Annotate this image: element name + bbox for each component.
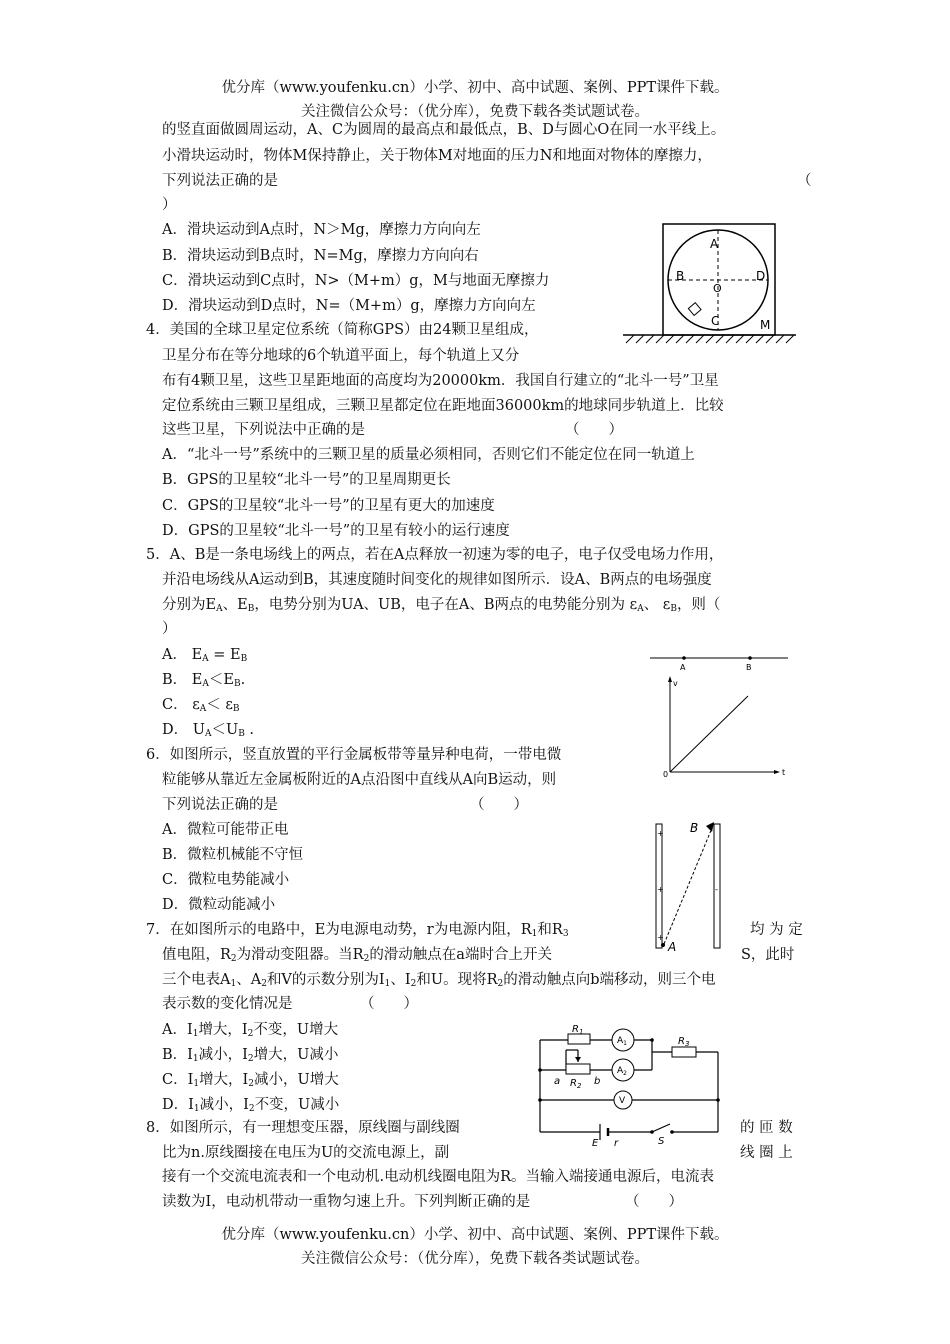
q4-option-a: A．“北斗一号”系统中的三颗卫星的质量必须相同，否则它们不能定位在同一轨道上: [162, 447, 695, 463]
resistor-r3: [672, 1047, 696, 1057]
q6-option-b: B．微粒机械能不守恒: [162, 847, 304, 863]
label-a1: $A_1$: [617, 1036, 627, 1047]
header-line-1: 优分库（www.youfenku.cn）小学、初中、高中试题、案例、PPT课件下载。: [221, 80, 729, 96]
q8-text-2: 比为n.原线圈接在电压为U的交流电源上，副: [162, 1145, 450, 1161]
q4-text-2: 卫星分布在等分地球的6个轨道平面上，每个轨道上又分: [162, 348, 520, 364]
q6-option-c: C．微粒电势能减小: [162, 872, 290, 888]
label-r: r: [614, 1138, 619, 1146]
q8-text-3: 接有一个交流电流表和一个电动机.电动机线圈电阻为R。当输入端接通电源后，电流表: [162, 1169, 715, 1185]
q3-text-1: 的竖直面做圆周运动，A、C为圆周的最高点和最低点，B、D与圆心O在同一水平线上。: [162, 122, 726, 138]
q6-option-a: A．微粒可能带正电: [162, 822, 289, 838]
q4-option-d: D．GPS的卫星较“北斗一号”的卫星有较小的运行速度: [162, 523, 510, 539]
q3-paren-open: （: [797, 173, 812, 189]
label-c: C: [711, 314, 720, 328]
q7-text-1: 7．在如图所示的电路中，E为电源电动势，r为电源内阻，$R_1$和$R_3$: [146, 922, 569, 939]
label-b: B: [746, 663, 752, 672]
label-r1: $R_1$: [572, 1024, 584, 1036]
q7-text-2-end: S，此时: [741, 947, 795, 963]
q6-paren: （ ）: [470, 797, 528, 813]
q3-text-2: 小滑块运动时，物体M保持静止，关于物体M对地面的压力N和地面对物体的摩擦力，: [162, 148, 712, 164]
q7-circuit-figure: [532, 1022, 732, 1146]
q4-text-5: 这些卫星，下列说法中正确的是: [162, 422, 365, 438]
label-a: A: [680, 663, 686, 672]
q3-paren-close: ）: [162, 197, 177, 213]
label-origin: 0: [663, 770, 669, 779]
q5-text-4: ）: [162, 621, 177, 637]
label-a-end: a: [554, 1076, 561, 1087]
q5-option-b: B． $E_A<E_B$.: [162, 672, 246, 689]
label-m: M: [760, 318, 771, 332]
label-b: B: [690, 821, 699, 835]
q5-text-2: 并沿电场线从A运动到B，其速度随时间变化的规律如图所示．设A、B两点的电场强度: [162, 572, 712, 588]
q6-option-d: D．微粒动能减小: [162, 897, 276, 913]
q4-paren: （ ）: [565, 422, 623, 438]
q3-option-d: D．滑块运动到D点时，N=（M+m）g，摩擦力方向向左: [162, 298, 536, 314]
q7-text-4: 表示数的变化情况是: [162, 996, 293, 1012]
q7-text-3: 三个电表$A_1$、$A_2$和V的示数分别为$I_1$、$I_2$和U。现将$R_2$的滑动触点向b端移动，则三个电: [162, 972, 716, 989]
switch-contact: [670, 1130, 674, 1134]
point-b: [748, 656, 752, 660]
q4-option-c: C．GPS的卫星较“北斗一号”的卫星有更大的加速度: [162, 498, 495, 514]
label-v: v: [673, 679, 678, 688]
label-t: t: [782, 768, 786, 777]
slider-arrow: [575, 1057, 581, 1062]
q7-option-a: A．$I_1$增大，$I_2$不变，U增大: [162, 1022, 339, 1039]
plate-charge-marks: [657, 829, 718, 942]
q6-text-2: 粒能够从靠近左金属板附近的A点沿图中直线从A向B运动，则: [162, 772, 557, 788]
q7-option-d: D．$I_1$减小，$I_2$不变，U减小: [162, 1097, 340, 1114]
q3-option-b: B．滑块运动到B点时，N=Mg，摩擦力方向向右: [162, 248, 479, 264]
label-a: A: [668, 940, 677, 954]
label-b: B: [676, 269, 685, 283]
q6-text-1: 6．如图所示，竖直放置的平行金属板带等量异种电荷，一带电微: [146, 747, 562, 763]
q5-option-c: C． $\varepsilon_A< \varepsilon_B$: [162, 697, 240, 714]
q3-option-c: C．滑块运动到C点时，N>（M+m）g，M与地面无摩擦力: [162, 273, 550, 289]
q8-text-2-end: 线 圈 上: [740, 1145, 793, 1161]
label-s: S: [658, 1136, 665, 1146]
junction-dot: [716, 1098, 720, 1102]
q5-field-line-vt-figure: [648, 650, 793, 780]
label-a: A: [710, 237, 719, 251]
point-a: [661, 943, 665, 947]
q3-option-a: A．滑块运动到A点时，N＞Mg，摩擦力方向向左: [162, 222, 481, 238]
q4-text-3: 布有4颗卫星，这些卫星距地面的高度均为20000km．我国自行建立的“北斗一号”卫星: [162, 373, 719, 389]
label-b-end: b: [594, 1076, 601, 1087]
resistor-r2: [566, 1064, 590, 1074]
v-axis-arrow: [668, 676, 672, 682]
footer-line-2: 关注微信公众号：（优分库），免费下载各类试题试卷。: [301, 1251, 649, 1267]
svg-text:+: +: [657, 885, 664, 894]
q4-text-1: 4．美国的全球卫星定位系统（简称GPS）由24颗卫星组成，: [146, 322, 539, 338]
point-a: [682, 656, 686, 660]
footer-line-1: 优分库（www.youfenku.cn）小学、初中、高中试题、案例、PPT课件下载。: [221, 1227, 729, 1243]
q5-option-d: D． $U_A<U_B$ .: [162, 722, 255, 739]
ground-hatching: [626, 335, 794, 343]
label-a2: $A_2$: [617, 1066, 627, 1077]
velocity-line: [670, 696, 748, 772]
q7-paren: （ ）: [360, 996, 418, 1012]
q8-text-1: 8．如图所示，有一理想变压器，原线圈与副线圈: [146, 1120, 460, 1136]
q5-option-a: A． $E_A = E_B$: [162, 647, 248, 664]
q7-text-1-end: 均 为 定: [750, 922, 803, 938]
q7-text-2: 值电阻，$R_2$为滑动变阻器。当$R_2$的滑动触点在a端时合上开关: [162, 947, 552, 964]
svg-text:+: +: [657, 933, 664, 942]
point-b-marker: [706, 822, 714, 832]
q3-circle-track-figure: [618, 222, 798, 347]
t-axis-arrow: [774, 770, 780, 774]
trajectory-a-to-b: [664, 828, 712, 944]
q5-text-3: 分别为$E_A$、$E_B$，电势分别为UA、UB，电子在A、B两点的电势能分别为 $\varepsilon_A$、 $\varepsilon_B$，则（: [162, 597, 721, 614]
label-e: E: [592, 1138, 599, 1146]
q6-parallel-plates-figure: [648, 818, 728, 954]
q4-option-b: B．GPS的卫星较“北斗一号”的卫星周期更长: [162, 472, 451, 488]
label-o: O: [713, 282, 722, 295]
junction-dot: [538, 1098, 542, 1102]
q8-paren: （ ）: [625, 1194, 683, 1210]
q8-text-4: 读数为I，电动机带动一重物匀速上升。下列判断正确的是: [162, 1194, 531, 1210]
slider-block: [688, 303, 701, 316]
q3-text-3: 下列说法正确的是: [162, 173, 278, 189]
svg-text:-: -: [715, 885, 718, 894]
label-d: D: [756, 269, 766, 283]
label-r2: $R_2$: [570, 1078, 582, 1090]
q7-option-c: C．$I_1$增大，$I_2$减小，U增大: [162, 1072, 339, 1089]
q8-text-1-end: 的 匝 数: [740, 1120, 793, 1136]
q6-text-3: 下列说法正确的是: [162, 797, 278, 813]
label-r3: $R_3$: [678, 1036, 690, 1048]
label-v: V: [619, 1096, 626, 1106]
switch-pivot: [650, 1130, 654, 1134]
q4-text-4: 定位系统由三颗卫星组成，三颗卫星都定位在距地面36000km的地球同步轨道上．比较: [162, 398, 724, 414]
q5-text-1: 5．A、B是一条电场线上的两点，若在A点释放一初速为零的电子，电子仅受电场力作用，: [146, 547, 724, 563]
svg-text:+: +: [657, 829, 664, 838]
header-line-2: 关注微信公众号：（优分库），免费下载各类试题试卷。: [301, 104, 649, 120]
junction-dot: [538, 1068, 542, 1072]
q7-option-b: B．$I_1$减小，$I_2$增大，U减小: [162, 1047, 339, 1064]
junction-dot: [650, 1038, 654, 1042]
